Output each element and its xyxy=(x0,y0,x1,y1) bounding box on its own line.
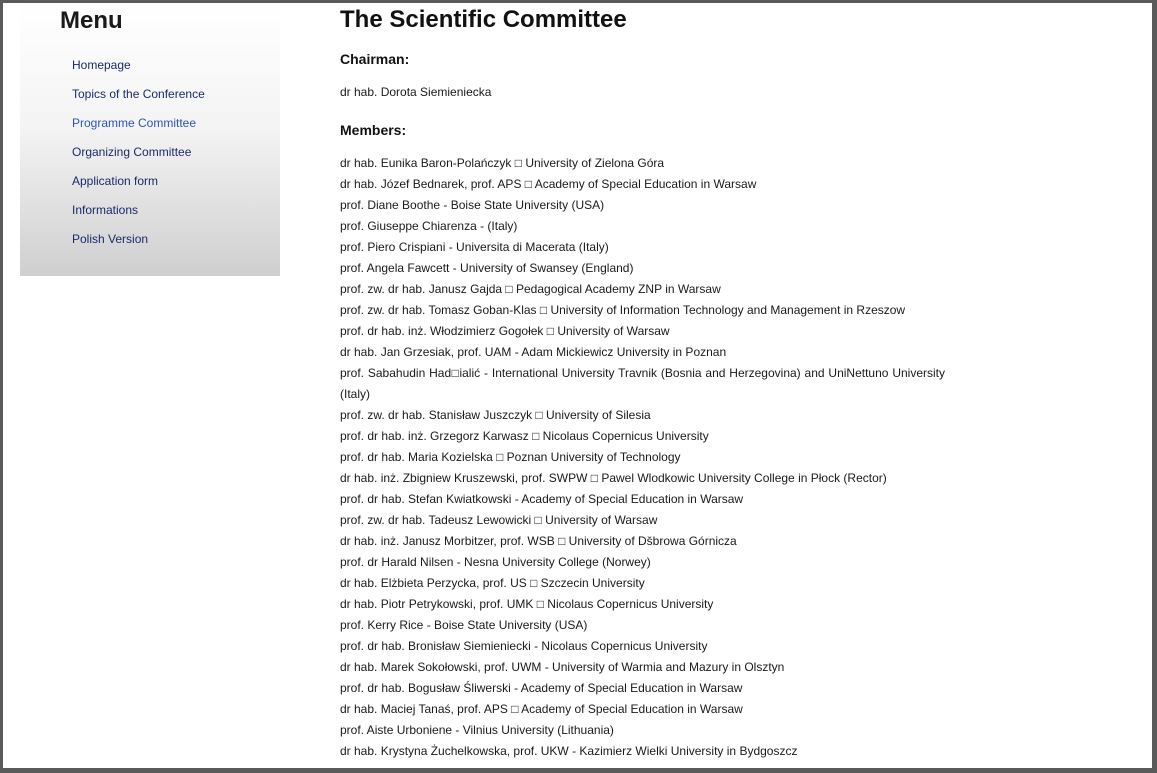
menu-link-programme-committee[interactable]: Programme Committee xyxy=(72,116,197,130)
menu-link-homepage[interactable]: Homepage xyxy=(72,58,131,72)
members-list xyxy=(340,153,945,762)
menu-item-topics xyxy=(72,80,205,109)
member-item: prof. dr hab. inż. Włodzimierz Gogołek □ University of Warsaw xyxy=(340,324,670,338)
menu-link-organizing-committee[interactable]: Organizing Committee xyxy=(72,145,192,159)
menu-item-homepage xyxy=(72,51,205,80)
member-item: dr hab. Elżbieta Perzycka, prof. US □ Szczecin University xyxy=(340,576,645,590)
page-title: The Scientific Committee xyxy=(340,6,627,33)
member-item: dr hab. Krystyna Żuchelkowska, prof. UKW - Kazimierz Wielki University in Bydgoszcz xyxy=(340,744,798,758)
member-item: prof. Aiste Urboniene - Vilnius University (Lithuania) xyxy=(340,723,614,737)
member-item: dr hab. Marek Sokołowski, prof. UWM - University of Warmia and Mazury in Olsztyn xyxy=(340,660,785,674)
menu-link-topics[interactable]: Topics of the Conference xyxy=(72,87,205,101)
member-item: prof. dr hab. Bronisław Siemieniecki - Nicolaus Copernicus University xyxy=(340,639,708,653)
member-item: dr hab. Jan Grzesiak, prof. UAM - Adam Mickiewicz University in Poznan xyxy=(340,345,727,359)
member-item: dr hab. inż. Zbigniew Kruszewski, prof. SWPW □ Pawel Wlodkowic University College in Płock (Rector) xyxy=(340,471,887,485)
menu-item-informations xyxy=(72,196,205,225)
menu-title: Menu xyxy=(60,7,123,34)
menu-item-organizing-committee xyxy=(72,138,205,167)
member-item: prof. Diane Boothe - Boise State University (USA) xyxy=(340,198,605,212)
member-item: prof. Piero Crispiani - Universita di Macerata (Italy) xyxy=(340,240,609,254)
menu-item-polish-version xyxy=(72,225,205,254)
menu-item-programme-committee xyxy=(72,109,205,138)
members-heading: Members: xyxy=(340,122,407,138)
member-item: dr hab. Eunika Baron-Polańczyk □ University of Zielona Góra xyxy=(340,156,665,170)
member-item: prof. dr hab. Maria Kozielska □ Poznan University of Technology xyxy=(340,450,681,464)
member-item: dr hab. Maciej Tanaś, prof. APS □ Academy of Special Education in Warsaw xyxy=(340,702,743,716)
member-item: prof. zw. dr hab. Janusz Gajda □ Pedagogical Academy ZNP in Warsaw xyxy=(340,282,721,296)
member-item: dr hab. Piotr Petrykowski, prof. UMK □ Nicolaus Copernicus University xyxy=(340,597,714,611)
menu-item-application-form xyxy=(72,167,205,196)
chairman-name: dr hab. Dorota Siemieniecka xyxy=(340,85,492,99)
member-item: prof. zw. dr hab. Tomasz Goban-Klas □ University of Information Technology and Management in Rzeszow xyxy=(340,303,906,317)
menu-list xyxy=(72,51,205,254)
member-item: prof. Angela Fawcett - University of Swansey (England) xyxy=(340,261,634,275)
menu-link-polish-version[interactable]: Polish Version xyxy=(72,232,149,246)
member-item: prof. Kerry Rice - Boise State University (USA) xyxy=(340,618,588,632)
member-item: prof. dr hab. inż. Grzegorz Karwasz □ Nicolaus Copernicus University xyxy=(340,429,709,443)
member-item: prof. dr hab. Stefan Kwiatkowski - Academy of Special Education in Warsaw xyxy=(340,492,744,506)
member-item: prof. zw. dr hab. Stanisław Juszczyk □ University of Silesia xyxy=(340,408,651,422)
member-item: prof. Sabahudin Had□ialić - International University Travnik (Bosnia and Herzegovina) and UniNettuno University (Italy) xyxy=(340,366,945,401)
sidebar xyxy=(20,3,280,276)
member-item: prof. Giuseppe Chiarenza - (Italy) xyxy=(340,219,518,233)
menu-link-informations[interactable]: Informations xyxy=(72,203,139,217)
member-item: prof. zw. dr hab. Tadeusz Lewowicki □ University of Warsaw xyxy=(340,513,658,527)
member-item: prof. dr hab. Bogusław Śliwerski - Academy of Special Education in Warsaw xyxy=(340,681,743,695)
menu-link-application-form[interactable]: Application form xyxy=(72,174,159,188)
member-item: prof. dr Harald Nilsen - Nesna University College (Norwey) xyxy=(340,555,651,569)
member-item: dr hab. Józef Bednarek, prof. APS □ Academy of Special Education in Warsaw xyxy=(340,177,757,191)
chairman-heading: Chairman: xyxy=(340,51,410,67)
member-item: dr hab. inż. Janusz Morbitzer, prof. WSB □ University of Dšbrowa Górnicza xyxy=(340,534,737,548)
main-content xyxy=(340,3,945,758)
